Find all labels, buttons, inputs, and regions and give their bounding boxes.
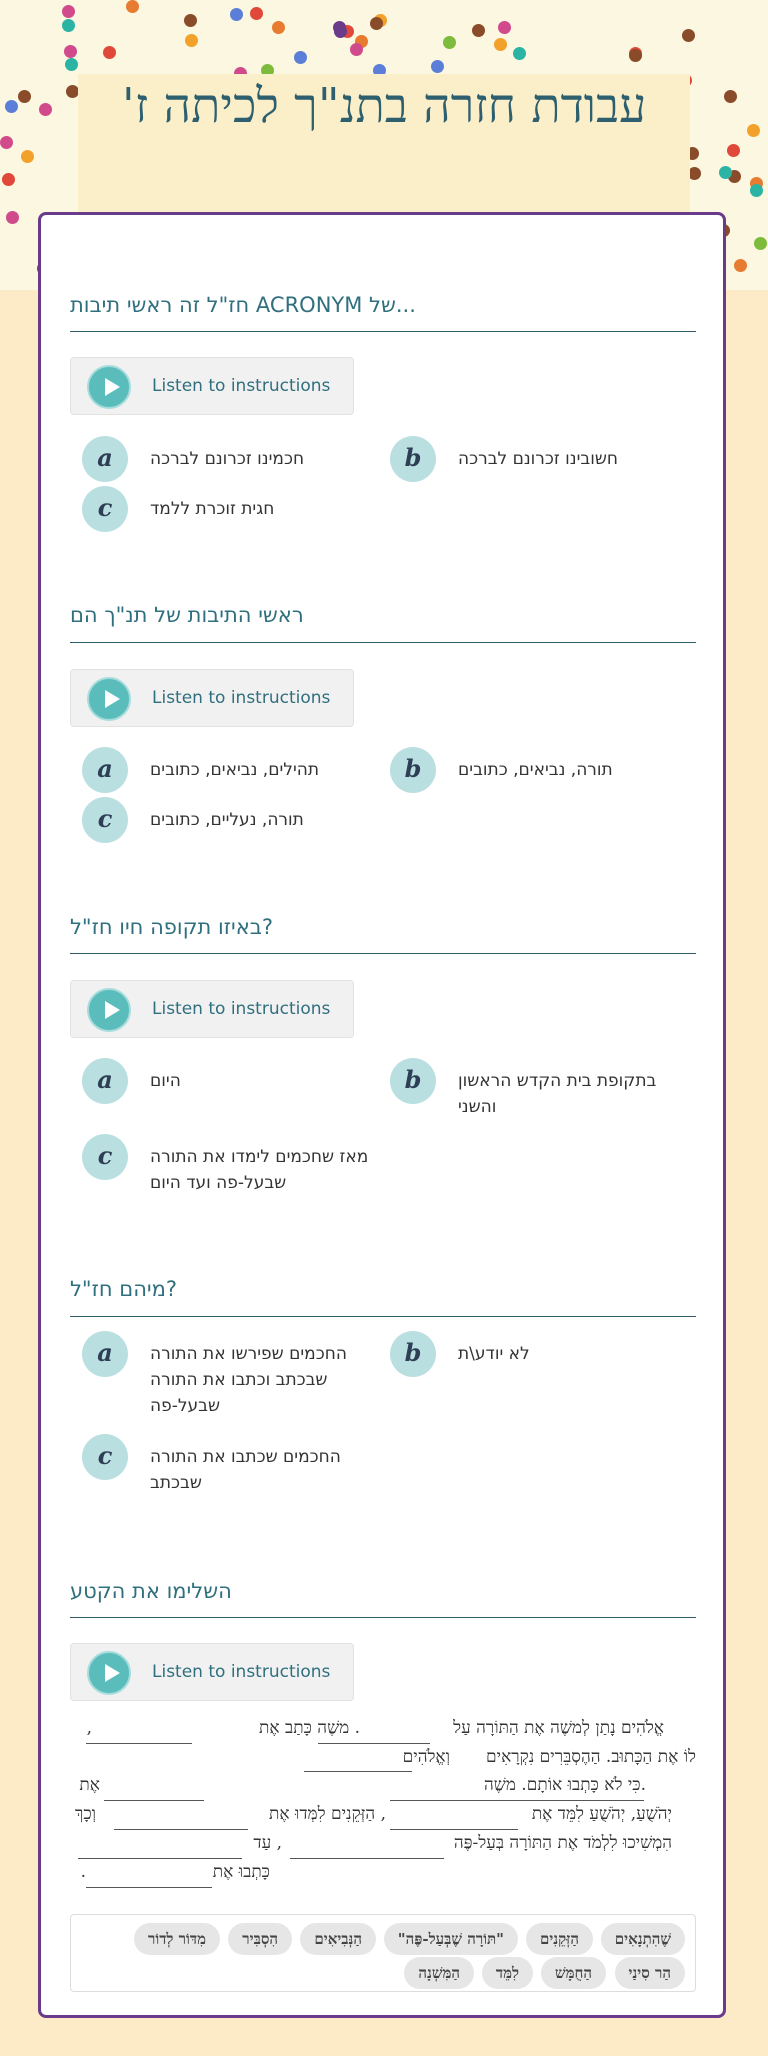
confetti-dot xyxy=(513,47,526,60)
word-chip[interactable]: הַר סִינַי xyxy=(615,1957,686,1989)
fill-in-text: , עַד xyxy=(253,1833,282,1853)
listen-label: Listen to instructions xyxy=(152,376,331,396)
option-text: חגית זוכרת ללמד xyxy=(150,499,275,519)
confetti-dot xyxy=(272,21,285,34)
option-text: תהילים, נביאים, כתובים xyxy=(150,760,320,780)
confetti-dot xyxy=(126,0,139,13)
play-icon xyxy=(87,365,131,409)
fill-in-text: .כִּי לֹא כָּתְבוּ אוֹתָם. משֶׁה xyxy=(484,1775,646,1795)
confetti-dot xyxy=(0,136,13,149)
confetti-dot xyxy=(5,100,18,113)
listen-label: Listen to instructions xyxy=(152,999,331,1019)
word-chip[interactable]: הַמִּשְׁנָה xyxy=(404,1957,474,1989)
confetti-dot xyxy=(431,60,444,73)
option-text: תורה, נביאים, כתובים xyxy=(458,760,613,780)
option-text: בתקופת בית הקדש הראשון והשני xyxy=(458,1071,657,1117)
fill-in-divider xyxy=(70,1617,696,1618)
confetti-dot xyxy=(747,124,760,137)
word-chip[interactable]: שֶׁהִתְנָאִים xyxy=(601,1923,685,1955)
option-text: לא יודע\ת xyxy=(458,1344,530,1364)
option-letter: c xyxy=(82,486,128,532)
option-letter: c xyxy=(82,797,128,843)
confetti-dot xyxy=(370,17,383,30)
confetti-dot xyxy=(350,43,363,56)
confetti-dot xyxy=(719,166,732,179)
confetti-dot xyxy=(629,49,642,62)
option-letter: c xyxy=(82,1134,128,1180)
question-4-title: מיהם חז"ל? xyxy=(70,1277,178,1301)
fill-in-text: וְכָךְ xyxy=(74,1804,96,1824)
confetti-dot xyxy=(62,19,75,32)
confetti-dot xyxy=(185,34,198,47)
option-letter: b xyxy=(390,1058,436,1104)
blank-drop-target[interactable] xyxy=(78,1858,242,1859)
listen-instructions-button-2[interactable] xyxy=(70,669,354,727)
play-icon xyxy=(87,677,131,721)
fill-in-text: אֱלֹהִים נָתַן לְמשֶׁה אֶת הַתּוֹרָה עַל xyxy=(453,1718,664,1738)
play-icon xyxy=(87,988,131,1032)
fill-in-text: יְהֹשֻׁעַ, יְהֹשֻׁעַ לִמֵּד אֶת xyxy=(531,1804,672,1824)
question-1-title: חז"ל זה ראשי תיבות ACRONYM של... xyxy=(70,293,416,317)
fill-in-text: וְאֱלֹהִים xyxy=(402,1747,450,1767)
confetti-dot xyxy=(498,21,511,34)
page-title: עבודת חזרה בתנ"ך לכיתה ז' xyxy=(121,78,647,134)
confetti-dot xyxy=(21,150,34,163)
blank-drop-target[interactable] xyxy=(86,1743,192,1744)
blank-drop-target[interactable] xyxy=(104,1800,204,1801)
word-chip[interactable]: לִמֵּד xyxy=(482,1957,533,1989)
confetti-dot xyxy=(64,45,77,58)
option-text: מאז שחכמים לימדו את התורה שבעל-פה ועד היום xyxy=(150,1147,369,1193)
fill-in-paragraph xyxy=(70,1714,696,1894)
confetti-dot xyxy=(750,184,763,197)
option-letter: a xyxy=(82,1058,128,1104)
fill-in-text: , xyxy=(86,1718,92,1738)
word-chip[interactable]: הַזְּקֵנִים xyxy=(526,1923,593,1955)
confetti-dot xyxy=(333,21,346,34)
confetti-dot xyxy=(682,29,695,42)
word-chip[interactable]: הַנְּבִיאִים xyxy=(300,1923,376,1955)
blank-drop-target[interactable] xyxy=(114,1829,248,1830)
fill-in-text: , הַזְּקֵנִים לִמְּדוּ אֶת xyxy=(269,1804,386,1824)
word-bank xyxy=(70,1914,696,1992)
option-letter: a xyxy=(82,747,128,793)
fill-in-text: אֶת xyxy=(79,1775,100,1795)
confetti-dot xyxy=(754,237,767,250)
confetti-dot xyxy=(727,144,740,157)
question-2-divider xyxy=(70,642,696,643)
option-letter: b xyxy=(390,1331,436,1377)
option-text: תורה, נעליים, כתובים xyxy=(150,810,304,830)
question-1-divider xyxy=(70,331,696,332)
listen-instructions-button-4[interactable] xyxy=(70,1643,354,1701)
option-text: חשובינו זכרונם לברכה xyxy=(458,449,619,469)
confetti-dot xyxy=(184,14,197,27)
confetti-dot xyxy=(39,103,52,116)
blank-drop-target[interactable] xyxy=(290,1858,444,1859)
word-chip[interactable]: הַחֻמָּשׁ xyxy=(541,1957,606,1989)
option-letter: b xyxy=(390,747,436,793)
option-text: החכמים שפירשו את התורה שבכתב וכתבו את התורה שבעל-פה xyxy=(150,1344,347,1416)
question-3-title: באיזו תקופה חיו חז"ל? xyxy=(70,915,274,939)
confetti-dot xyxy=(250,7,263,20)
option-letter: b xyxy=(390,436,436,482)
play-icon xyxy=(87,1651,131,1695)
fill-in-text: . משֶׁה כָּתַב אֶת xyxy=(259,1718,360,1738)
confetti-dot xyxy=(472,24,485,37)
blank-drop-target[interactable] xyxy=(304,1771,412,1772)
confetti-dot xyxy=(18,90,31,103)
option-letter: a xyxy=(82,1331,128,1377)
word-chip[interactable]: הִסְבִּיר xyxy=(228,1923,292,1955)
fill-in-text: הִמְשִׁיכוּ לִלְמֹד אֶת הַתּוֹרָה בְּעַל-פֶּה xyxy=(453,1833,672,1853)
option-text: חכמינו זכרונם לברכה xyxy=(150,449,305,469)
listen-label: Listen to instructions xyxy=(152,1662,331,1682)
confetti-dot xyxy=(2,173,15,186)
option-letter: a xyxy=(82,436,128,482)
confetti-dot xyxy=(294,51,307,64)
confetti-dot xyxy=(494,38,507,51)
confetti-dot xyxy=(443,36,456,49)
confetti-dot xyxy=(6,211,19,224)
confetti-dot xyxy=(65,58,78,71)
fill-in-title: השלימו את הקטע xyxy=(70,1579,232,1603)
option-text: החכמים שכתבו את התורה שבכתב xyxy=(150,1447,341,1493)
option-letter: c xyxy=(82,1434,128,1480)
question-2-title: ראשי התיבות של תנ"ך הם xyxy=(70,603,304,627)
fill-in-text: כָּתְבוּ אֶת xyxy=(212,1862,270,1882)
question-4-divider xyxy=(70,1316,696,1317)
confetti-dot xyxy=(734,259,747,272)
blank-drop-target[interactable] xyxy=(86,1887,212,1888)
listen-instructions-button-3[interactable] xyxy=(70,980,354,1038)
confetti-dot xyxy=(724,90,737,103)
confetti-dot xyxy=(103,46,116,59)
confetti-dot xyxy=(230,8,243,21)
blank-drop-target[interactable] xyxy=(390,1800,644,1801)
option-text: היום xyxy=(150,1071,181,1091)
word-chip[interactable]: מִדּוֹר לְדוֹר xyxy=(134,1923,220,1955)
question-3-divider xyxy=(70,953,696,954)
blank-drop-target[interactable] xyxy=(390,1829,518,1830)
blank-drop-target[interactable] xyxy=(318,1743,430,1744)
confetti-dot xyxy=(62,5,75,18)
listen-label: Listen to instructions xyxy=(152,688,331,708)
word-chip[interactable]: "תּוֹרָה שֶׁבְּעַל-פֶּה" xyxy=(384,1923,518,1955)
fill-in-text: . xyxy=(80,1862,86,1882)
fill-in-text: לוֹ אֶת הַכָּתוּב. הַהֶסְבֵּרִים נִקְרָאִים xyxy=(486,1747,696,1767)
listen-instructions-button-1[interactable] xyxy=(70,357,354,415)
